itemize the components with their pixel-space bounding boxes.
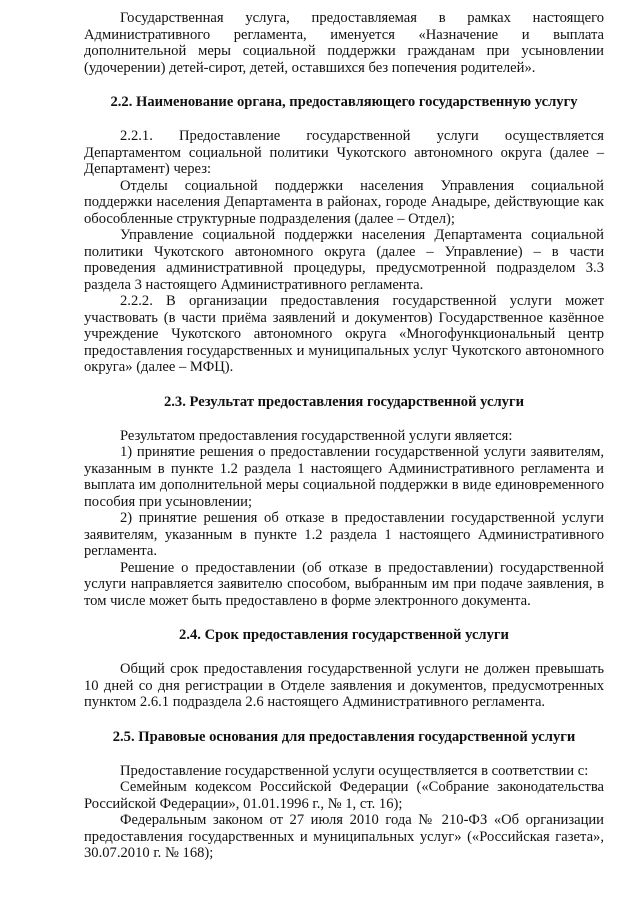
intro-paragraph: Государственная услуга, предоставляемая в рамках настоящего Административного регламента, именуется «Назначение и выплата дополнительной меры социальной поддержки гражданам при усыновлении (удочерении) детей-сирот, детей, оставшихся без попечения родителей». (84, 10, 604, 76)
section-2-3-paragraph-2: 1) принятие решения о предоставлении государственной услуги заявителям, указанным в пункте 1.2 раздела 1 настоящего Административного регламента и выплата им дополнительной меры социальной поддержки в виде единовременного пособия при усыновлении; (84, 444, 604, 510)
section-2-3-paragraph-4: Решение о предоставлении (об отказе в предоставлении) государственной услуги направляется заявителю способом, выбранным им при подаче заявления, в том числе может быть предоставлено в форме электронного документа. (84, 559, 604, 609)
section-2-5-heading: 2.5. Правовые основания для предоставления государственной услуги (112, 728, 576, 745)
section-2-4-paragraph-1: Общий срок предоставления государственной услуги не должен превышать 10 дней со дня регистрации в Отделе заявления и документов, предусмотренных пунктом 2.6.1 подраздела 2.6 настоящего Административного регламента. (84, 661, 604, 710)
section-2-2-paragraph-2: Отделы социальной поддержки населения Управления социальной поддержки населения Департамента в районах, городе Анадыре, действующие как обособленные структурные подразделения (далее – Отдел); (84, 177, 604, 227)
section-2-5-paragraph-1: Предоставление государственной услуги осуществляется в соответствии с: (120, 762, 589, 779)
section-2-5-paragraph-3: Федеральным законом от 27 июля 2010 года № 210-ФЗ «Об организации предоставления государственных и муниципальных услуг» («Российская газета», 30.07.2010 г. № 168); (84, 812, 604, 861)
section-2-2-paragraph-4: 2.2.2. В организации предоставления государственной услуги может участвовать (в части приёма заявлений и документов) Государственное казённое учреждение Чукотского автономного округа «Многофункциональный центр предоставления государственных и муниципальных услуг Чукотского автономного округа» (далее – МФЦ). (84, 293, 604, 375)
section-2-2-heading: 2.2. Наименование органа, предоставляющего государственную услугу (110, 94, 578, 110)
section-2-3-paragraph-1: Результатом предоставления государственной услуги является: (120, 427, 513, 444)
section-2-2-paragraph-1: 2.2.1. Предоставление государственной услуги осуществляется Департаментом социальной политики Чукотского автономного округа (далее – Департамент) через: (84, 128, 604, 177)
section-2-2-paragraph-3: Управление социальной поддержки населения Департамента социальной политики Чукотского автономного округа (далее – Управление) – в части проведения административной процедуры, предусмотренной подразделом 3.3 раздела 3 настоящего Административного регламента. (84, 227, 604, 293)
section-2-3-paragraph-3: 2) принятие решения об отказе в предоставлении государственной услуги заявителям, указанным в пункте 1.2 раздела 1 настоящего Административного регламента. (84, 510, 604, 559)
section-2-4-heading: 2.4. Срок предоставления государственной услуги (179, 627, 509, 643)
section-2-5-paragraph-2: Семейным кодексом Российской Федерации («Собрание законодательства Российской Федерации», 01.01.1996 г., № 1, ст. 16); (84, 779, 604, 812)
section-2-3-heading: 2.3. Результат предоставления государственной услуги (163, 393, 525, 410)
